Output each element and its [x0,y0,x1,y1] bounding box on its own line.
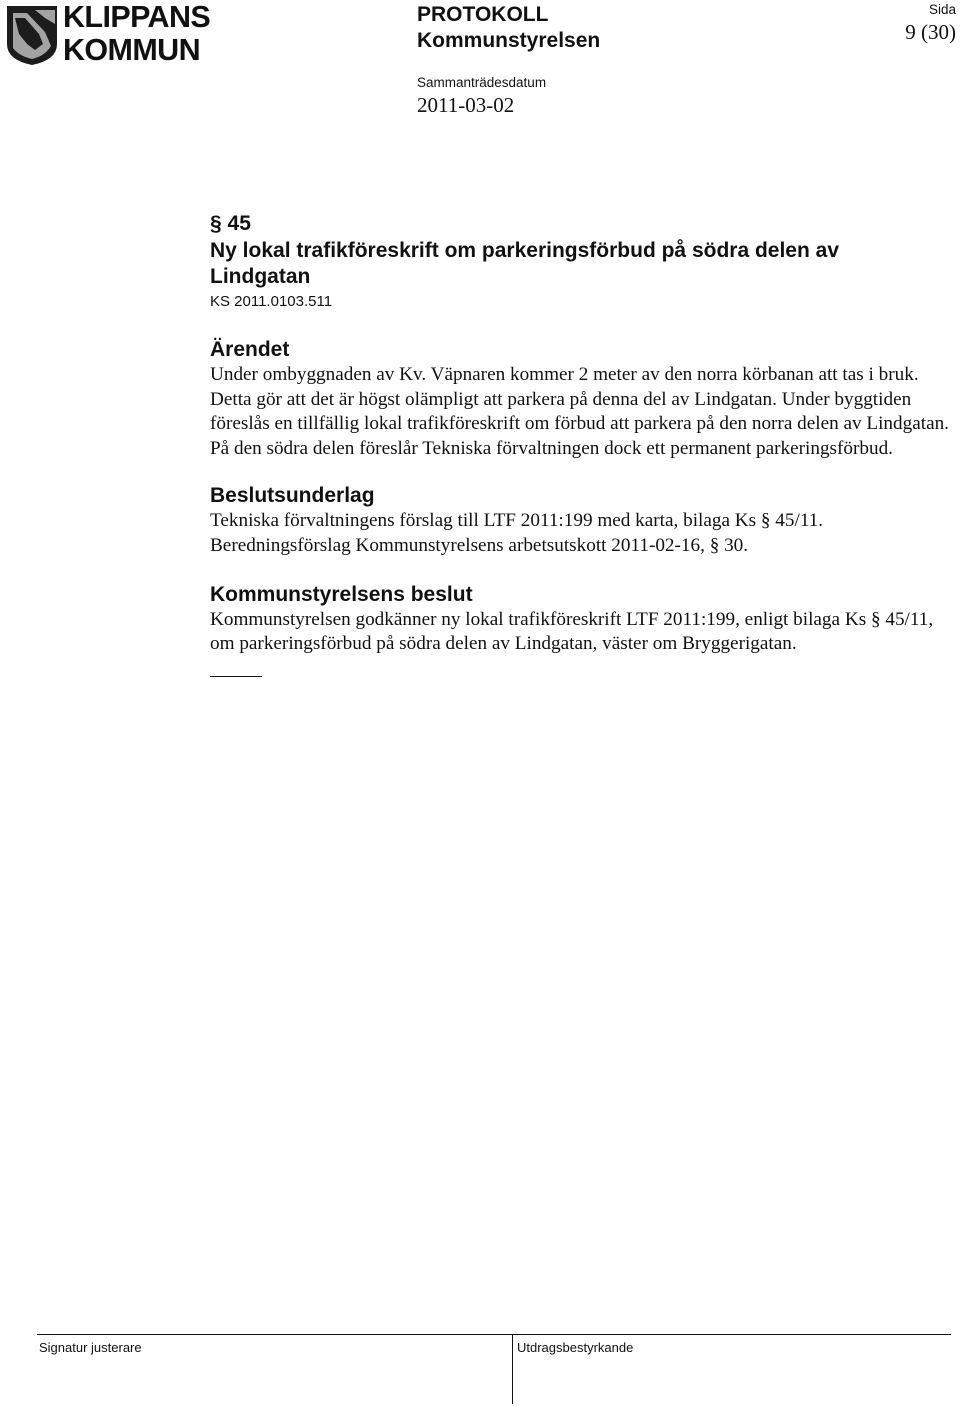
signature-field-label: Signatur justerare [39,1340,142,1355]
protocol-section [210,211,954,677]
beslut-text: Kommunstyrelsen godkänner ny lokal trafikföreskrift LTF 2011:199, enligt bilaga Ks § 45/11, om parkeringsförbud på södra delen av Lindgatan, väster om Bryggerigatan. [210,608,934,655]
arendet-text: Under ombyggnaden av Kv. Väpnaren kommer 2 meter av den norra körbanan att tas i bruk. Detta gör att det är högst olämpligt att parkera på denna del av Lindgatan. Under byggtiden föreslås en tillfällig lokal trafikföreskrift om förbud att parkera på den norra delen av Lindgatan. På den södra delen föreslår Tekniska förvaltningen dock ett permanent parkeringsförbud. [210,364,949,459]
beslutsunderlag-list [210,509,954,558]
section-title: Ny lokal trafikföreskrift om parkeringsförbud på södra delen av Lindgatan [210,239,840,288]
municipal-emblem-icon [5,4,59,66]
klippans-kommun-logo [5,0,220,68]
logo-wordmark-line2: KOMMUN [63,33,201,67]
arendet-heading: Ärendet [210,338,290,361]
logo-wordmark-line1: KLIPPANS [63,0,211,34]
meeting-date-label: Sammanträdesdatum [417,75,547,90]
meeting-date: 2011-03-02 [417,93,515,117]
header-title-block [417,2,600,54]
beslutsunderlag-item: Tekniska förvaltningens förslag till LTF 2011:199 med karta, bilaga Ks § 45/11. [210,510,824,532]
footer-column-divider [512,1334,513,1404]
case-number: KS 2011.0103.511 [210,293,333,310]
paragraph-number: § 45 [210,212,251,235]
logo-wordmark [63,1,210,67]
certification-field-label: Utdragsbestyrkande [517,1340,634,1355]
beslutsunderlag-heading: Beslutsunderlag [210,484,375,508]
page-number: 9 (30) [905,20,956,44]
organization-name: Kommunstyrelsen [417,29,601,52]
document-type: PROTOKOLL [417,3,549,26]
footer-divider [37,1334,951,1335]
beslut-heading: Kommunstyrelsens beslut [210,582,473,606]
beslutsunderlag-item: Beredningsförslag Kommunstyrelsens arbetsutskott 2011-02-16, § 30. [210,534,749,556]
page-label: Sida [928,2,956,17]
section-end-divider [210,676,262,677]
